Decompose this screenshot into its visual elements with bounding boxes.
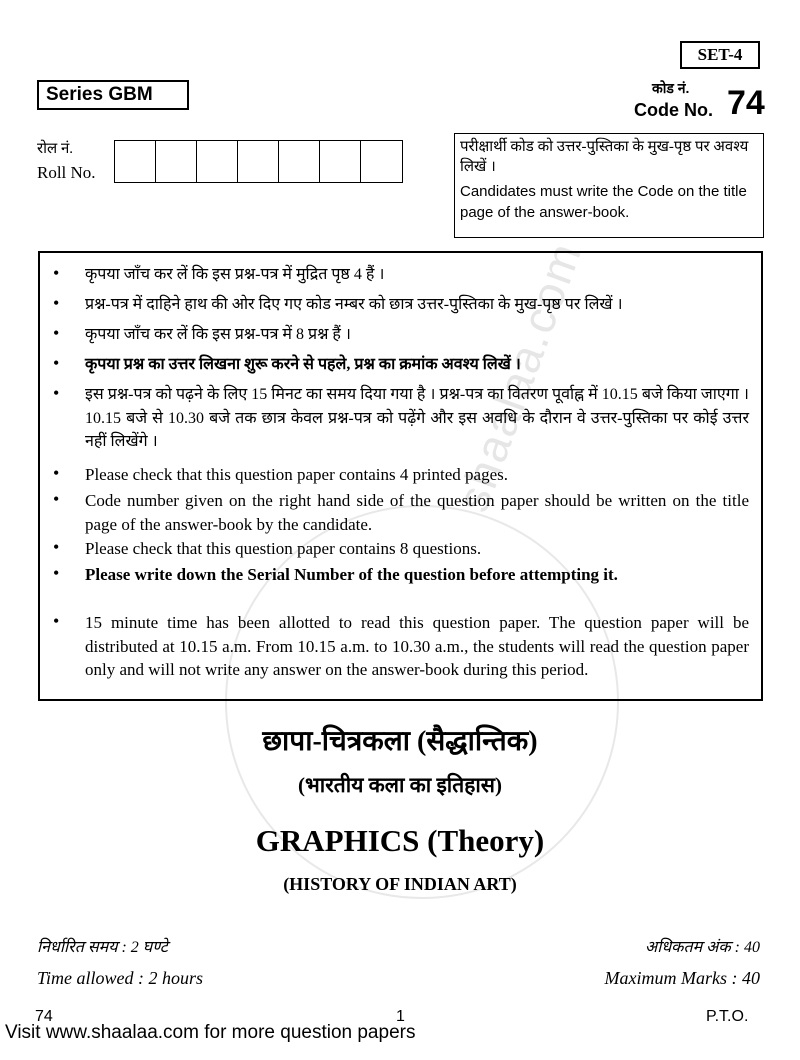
code-label-hindi: कोड नं. [652, 80, 690, 96]
roll-cell [320, 141, 361, 182]
footer-pto: P.T.O. [706, 1008, 749, 1025]
page-number: 1 [396, 1008, 405, 1025]
series-label: Series GBM [37, 80, 189, 110]
instructions-box: • कृपया जाँच कर लें कि इस प्रश्न-पत्र में मुद्रित पृष्ठ 4 हैं । • प्रश्न-पत्र में दाहिने हाथ की ओर दिए गए कोड नम्बर को छात्र उत्तर-पुस्तिका के मुख-पृष्ठ पर लिखें । • कृपया जाँच कर लें कि इस प्रश्न-पत्र में 8 प्रश्न हैं । • कृपया प्रश्न का उत्तर लिखना शुरू करने से पहले, प्रश्न का क्रमांक अवश्य लिखें । • इस प्रश्न-पत्र को पढ़ने के लिए 15 मिनट का समय दिया गया है । प्रश्न-पत्र का वितरण पूर्वाह्न में 10.15 बजे किया जाएगा । 10.15 बजे से 10.30 बजे तक छात्र केवल प्रश्न-पत्र को पढ़ेंगे और इस अवधि के दौरान वे उत्तर-पुस्तिका पर कोई उत्तर नहीं लिखेंगे । • Please check that this question paper contains 4 printed pages. • Code number given on the right hand side of the question paper should be written on the title page of the answer-book by the candidate. • Please check that this question paper contains 8 questions. • Please write down the Serial Number of the question before attempting it. • 15 minute time has been allotted to read this question paper. The question paper will be distributed at 10.15 a.m. From 10.15 a.m. to 10.30 a.m., the students will read the question paper only and will not write any answer on the answer-book during this period. [38, 251, 763, 701]
instruction-text: इस प्रश्न-पत्र को पढ़ने के लिए 15 मिनट का समय दिया गया है । प्रश्न-पत्र का वितरण पूर्वाह्न में 10.15 बजे किया जाएगा । 10.15 बजे से 10.30 बजे तक छात्र केवल प्रश्न-पत्र को पढ़ेंगे और इस अवधि के दौरान वे उत्तर-पुस्तिका पर कोई उत्तर नहीं लिखेंगे । [85, 386, 749, 450]
subtitle-hindi: (भारतीय कला का इतिहास) [298, 773, 502, 797]
title-hindi: छापा-चित्रकला (सैद्धान्तिक) [262, 726, 538, 757]
roll-cell [115, 141, 156, 182]
time-allowed: Time allowed : 2 hours [37, 968, 204, 988]
instruction-text: कृपया प्रश्न का उत्तर लिखना शुरू करने से पहले, प्रश्न का क्रमांक अवश्य लिखें । [85, 356, 521, 373]
instruction-text: 15 minute time has been allotted to read this question paper. The question paper will be distributed at 10.15 a.m. From 10.15 a.m. to 10.30 a.m., the students will read the question paper only and will not write any answer on the answer-book during this period. [85, 613, 749, 679]
candidate-note-box [454, 133, 764, 238]
roll-cell [238, 141, 279, 182]
roll-cell [197, 141, 238, 182]
roll-cell [156, 141, 197, 182]
max-marks: Maximum Marks : 40 [604, 968, 760, 988]
instruction-text: Please check that this question paper contains 4 printed pages. [85, 465, 508, 484]
time-allowed-hindi: निर्धारित समय : 2 घण्टे [37, 939, 168, 956]
instruction-text: कृपया जाँच कर लें कि इस प्रश्न-पत्र में मुद्रित पृष्ठ 4 हैं । [85, 266, 385, 283]
subtitle-english: (HISTORY OF INDIAN ART) [283, 874, 517, 894]
footer-visit-link[interactable]: Visit www.shaalaa.com for more question papers [5, 1022, 416, 1043]
instruction-text: प्रश्न-पत्र में दाहिने हाथ की ओर दिए गए कोड नम्बर को छात्र उत्तर-पुस्तिका के मुख-पृष्ठ पर लिखें । [85, 296, 623, 313]
watermark-text: shaalaa.com [445, 234, 592, 519]
max-marks-hindi: अधिकतम अंक : 40 [644, 939, 760, 956]
footer-code: 74 [35, 1008, 53, 1025]
code-number: 74 [727, 84, 765, 122]
roll-label-hindi: रोल नं. [37, 141, 74, 157]
roll-cell [361, 141, 402, 182]
instruction-text: Code number given on the right hand side of the question paper should be written on the title page of the answer-book by the candidate. [85, 491, 749, 534]
instruction-text: Please check that this question paper contains 8 questions. [85, 539, 482, 558]
roll-label: Roll No. [37, 163, 96, 182]
set-label: SET-4 [680, 41, 760, 69]
roll-number-grid [114, 140, 403, 183]
candidate-note-hindi: परीक्षार्थी कोड को उत्तर-पुस्तिका के मुख-पृष्ठ पर अवश्य लिखें । [460, 139, 749, 175]
instruction-text: Please write down the Serial Number of the question before attempting it. [85, 565, 618, 584]
title-english: GRAPHICS (Theory) [255, 823, 545, 858]
roll-cell [279, 141, 320, 182]
code-label: Code No. [634, 100, 713, 120]
instruction-text: कृपया जाँच कर लें कि इस प्रश्न-पत्र में 8 प्रश्न हैं । [85, 326, 351, 343]
candidate-note-english: Candidates must write the Code on the title page of the answer-book. [460, 183, 747, 221]
